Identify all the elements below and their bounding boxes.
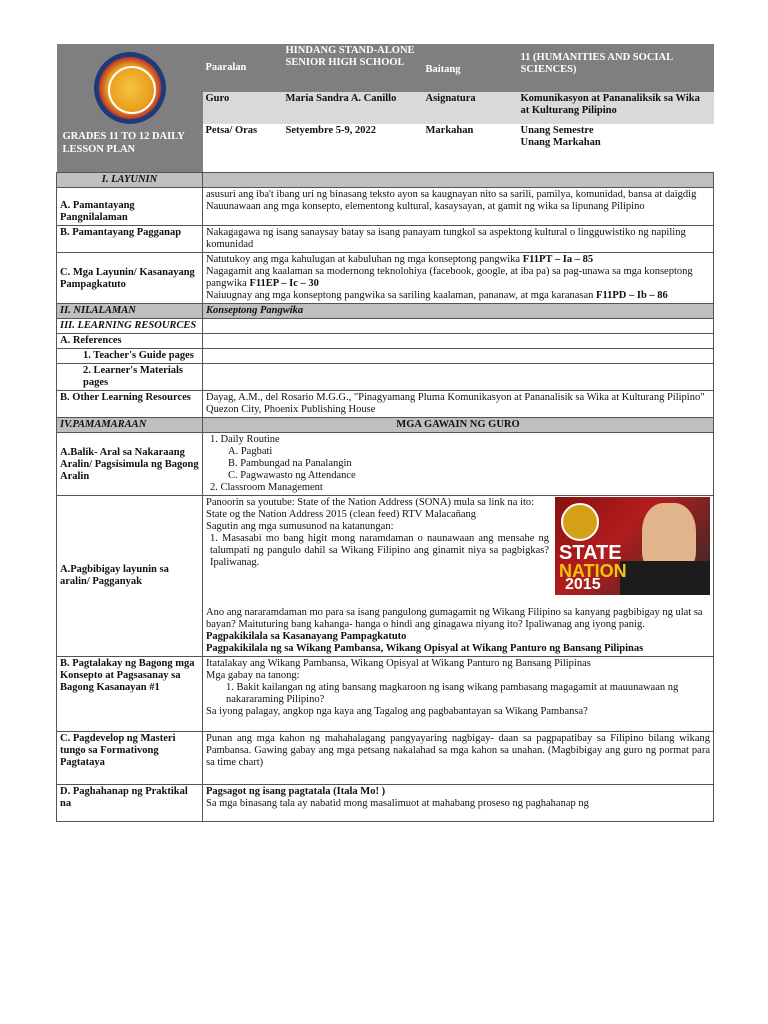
pagdevelop-text: Punan ang mga kahon ng mahahalagang pangyayaring nagbigay- daan sa pagpapatibay sa Filipino bilang wikang Pambansa. Gawing gabay ang mga petsang nakalahad sa mga kahon sa unahan. (Magbibigay ang guro ng pormat para sa time chart) (203, 732, 714, 785)
sagutin-text: Sagutin ang mga sumusunod na katanungan: (206, 521, 394, 532)
pamantayang-pangnilalaman-label: A. Pamantayang Pangnilalaman (57, 188, 203, 226)
balik-aral-text (203, 433, 714, 496)
pagganyak-text (203, 496, 714, 657)
other-resources-text: Dayag, A.M., del Rosario M.G.G., "Pinagyamang Pluma Komunikasyon at Pananalisik sa Wika at Kulturang Pilipino" Quezon City, Phoenix Publishing House (203, 391, 714, 418)
teachers-guide-label: 1. Teacher's Guide pages (57, 349, 203, 364)
pagdevelop-label: C. Pagdevelop ng Masteri tungo sa Formativong Pagtataya (57, 732, 203, 785)
mga-layunin-text (203, 253, 714, 304)
nilalaman-value: Konseptong Pangwika (203, 304, 714, 319)
markahan-quarter: Unang Markahan (520, 137, 601, 148)
paaralan-label: Paaralan (203, 44, 283, 92)
layunin-title-blank (203, 173, 714, 188)
pagtalakay-text (203, 657, 714, 732)
paghahanap-text (203, 785, 714, 822)
bakit-tanong: 1. Bakit kailangan ng ating bansang magkaroon ng isang wikang pambasang magagamit at mauunawaan ng nakararaming Pilipino? (226, 682, 679, 705)
teachers-guide-blank (203, 349, 714, 364)
classroom-management: 2. Classroom Management (210, 482, 323, 493)
pagtalakay-label: B. Pagtalakay ng Bagong mga Konsepto at Pagsasanay sa Bagong Kasanayan #1 (57, 657, 203, 732)
daily-routine: 1. Daily Routine (210, 434, 280, 445)
guro-value: Maria Sandra A. Canillo (283, 92, 423, 124)
school-logo-cell (57, 44, 203, 173)
markahan-value (518, 124, 714, 173)
palagay-text: Sa iyong palagay, angkop nga kaya ang Tagalog ang pagbabantayan sa Wikang Pambansa? (206, 706, 588, 717)
routine-b: B. Pambungad na Panalangin (228, 458, 352, 469)
references-label: A. References (57, 334, 203, 349)
pamantayang-pagganap-text: Nakagagawa ng isang sanaysay batay sa isang panayam tungkol sa aspektong kultural o lingguwistiko ng napiling komunidad (203, 226, 714, 253)
pamantayang-pangnilalaman-text (203, 188, 714, 226)
markahan-semestre: Unang Semestre (520, 125, 594, 136)
layunin-title: I. LAYUNIN (57, 173, 203, 188)
code-2: F11EP – Ic – 30 (249, 278, 319, 289)
layunin-line-3: Naiuugnay ang mga konseptong pangwika sa sariling kaalaman, pananaw, at mga karanasan F11PD – Ib – 86 (206, 290, 668, 301)
code-1: F11PT – Ia – 85 (522, 254, 594, 265)
learners-materials-label: 2. Learner's Materials pages (57, 364, 203, 391)
binasang-tala-text: Sa mga binasang tala ay nabatid mong masalimuot at mahabang proseso ng paghahanap ng (206, 798, 589, 809)
pangnilalaman-line-2: Nauunawaan ang mga konsepto, elementong kultural, kasaysayan, at gamit ng wika sa lipunang Pilipino (206, 201, 645, 212)
pangnilalaman-line-1: asusuri ang iba't ibang uri ng binasang teksto ayon sa kaugnayan nito sa sarili, pamilya, komunidad, bansa at daigdig (206, 189, 697, 200)
paaralan-value: HINDANG STAND-ALONE SENIOR HIGH SCHOOL (283, 44, 423, 92)
mga-gawain-title: MGA GAWAIN NG GURO (203, 418, 714, 433)
photo-nation-text: NATION (559, 561, 627, 581)
school-seal-logo (94, 52, 166, 124)
baitang-value: 11 (HUMANITIES AND SOCIAL SCIENCES) (518, 44, 714, 92)
layunin-line-2: Nagagamit ang kaalaman sa modernong teknolohiya (facebook, google, at iba pa) sa pag-unawa sa mga konseptong pangwika F11EP – Ic – 30 (206, 266, 693, 289)
petsa-value: Setyembre 5-9, 2022 (285, 125, 376, 136)
balik-aral-label: A.Balik- Aral sa Nakaraang Aralin/ Pagsisimula ng Bagong Aralin (57, 433, 203, 496)
sona-2015-image (555, 497, 710, 595)
resources-title: III. LEARNING RESOURCES (57, 319, 203, 334)
routine-a: A. Pagbati (228, 446, 273, 457)
nararamdaman-text: Ano ang nararamdaman mo para sa isang pangulong gumagamit ng Wikang Filipino sa kanyang pagbibigay ng ulat sa bayan? Maituturing bang kahanga- hanga o hindi ang ginagawa niyang ito? Ipaliwanag ang iyong panig. (206, 607, 703, 630)
pamamaraan-title: IV.PAMAMARAAN (57, 418, 203, 433)
grades-label: GRADES 11 TO 12 DAILY LESSON PLAN (62, 131, 185, 155)
routine-c: C. Pagwawasto ng Attendance (228, 470, 356, 481)
pagganyak-label: A.Pagbibigay layunin sa aralin/ Pagganyak (57, 496, 203, 657)
tanong-1: 1. Masasabi mo bang higit mong naramdaman o naunawaan ang mensahe ng talumpati ng pangulo dahil sa Wikang Filipino ang ginamit niya sa pagbigkas? Ipaliwanag. (210, 533, 549, 568)
references-blank (203, 334, 714, 349)
presidential-seal-icon (561, 503, 599, 541)
layunin-line-1: Natutukoy ang mga kahulugan at kabuluhan ng mga konseptong pangwika F11PT – Ia – 85 (206, 254, 594, 265)
code-3: F11PD – Ib – 86 (596, 290, 668, 301)
photo-state-text: STATE (559, 542, 622, 564)
markahan-label: Markahan (425, 125, 474, 136)
other-resources-label: B. Other Learning Resources (57, 391, 203, 418)
baitang-label: Baitang (423, 44, 518, 92)
photo-year-text: 2015 (565, 576, 601, 593)
gabay-text: Mga gabay na tanong: (206, 670, 300, 681)
pagpakikilala-heading: Pagpakikilala ng sa Wikang Pambansa, Wikang Opisyal at Wikang Panturo ng Bansang Pilipinas (206, 643, 644, 654)
petsa-label: Petsa/ Oras (205, 125, 258, 136)
panoorin-text: Panoorin sa youtube: State of the Nation Address (SONA) mula sa link na ito: State og the Nation Address 2015 (clean feed) RTV Malacañang (206, 497, 535, 520)
asignatura-value: Komunikasyon at Pananaliksik sa Wika at Kulturang Pilipino (518, 92, 714, 124)
pamantayang-pagganap-label: B. Pamantayang Pagganap (57, 226, 203, 253)
lesson-plan-table (56, 44, 714, 822)
kasanayan-heading: Pagpakikilala sa Kasanayang Pampagkatuto (206, 631, 407, 642)
asignatura-label: Asignatura (423, 92, 518, 124)
itala-mo-heading: Pagsagot ng isang pagtatala (Itala Mo! ) (206, 786, 386, 797)
mga-layunin-label: C. Mga Layunin/ Kasanayang Pampagkatuto (57, 253, 203, 304)
guro-label: Guro (203, 92, 283, 124)
learners-materials-blank (203, 364, 714, 391)
nilalaman-title: II. NILALAMAN (57, 304, 203, 319)
lesson-plan-document (56, 44, 713, 822)
resources-title-blank (203, 319, 714, 334)
itatalakay-text: Itatalakay ang Wikang Pambansa, Wikang Opisyal at Wikang Panturo ng Bansang Pilipinas (206, 658, 591, 669)
paghahanap-label: D. Paghahanap ng Praktikal na (57, 785, 203, 822)
